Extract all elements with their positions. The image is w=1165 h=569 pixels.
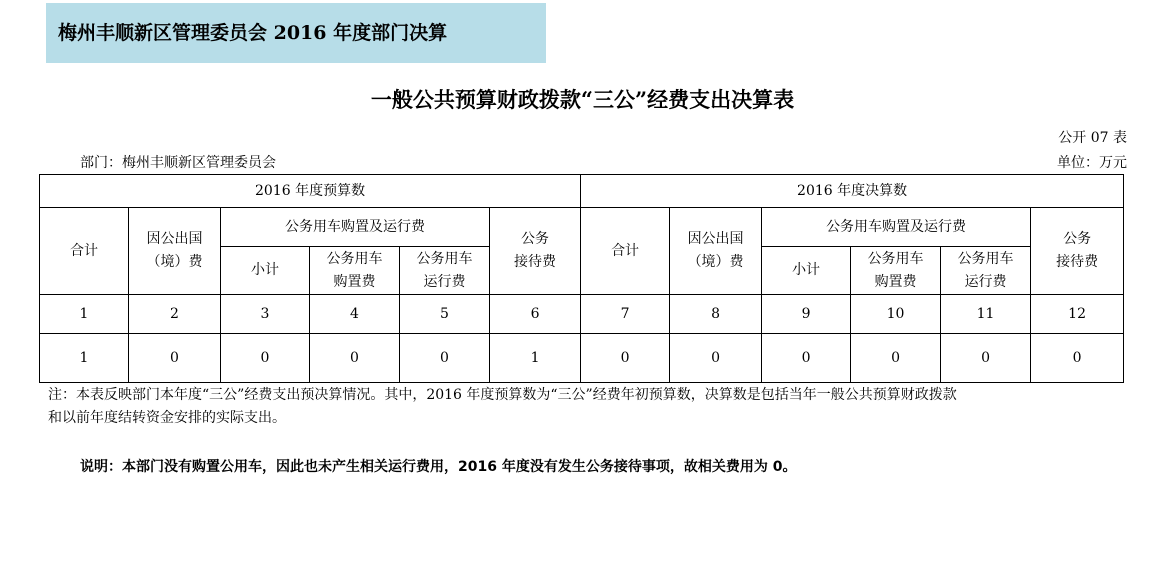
column-number-cell: 9	[762, 295, 851, 334]
budget-purchase-header	[310, 247, 400, 295]
final-total-header: 合计	[581, 208, 670, 295]
header-line: 运行费	[423, 273, 466, 290]
value-cell: 0	[581, 334, 670, 383]
unit-label: 单位：万元	[1057, 155, 1127, 171]
column-number-cell: 12	[1031, 295, 1124, 334]
report-banner: 梅州丰顺新区管理委员会 2016 年度部门决算	[46, 3, 546, 63]
column-number-cell: 6	[490, 295, 581, 334]
value-cell: 0	[129, 334, 221, 383]
page-title: 一般公共预算财政拨款“三公”经费支出决算表	[370, 87, 795, 112]
value-cell: 0	[762, 334, 851, 383]
header-line: 公务用车	[326, 250, 383, 267]
table-note	[48, 384, 1120, 430]
department-label: 部门：梅州丰顺新区管理委员会	[80, 155, 276, 171]
column-number-cell: 8	[670, 295, 762, 334]
value-cell: 0	[941, 334, 1031, 383]
final-vehicle-header: 公务用车购置及运行费	[762, 208, 1031, 247]
header-line: 因公出国	[146, 231, 203, 247]
column-number-cell: 5	[400, 295, 490, 334]
budget-total-header: 合计	[40, 208, 129, 295]
value-cell: 0	[851, 334, 941, 383]
expenditure-table	[39, 174, 1124, 383]
final-group-header: 2016 年度决算数	[581, 175, 1124, 208]
column-number-cell: 11	[941, 295, 1031, 334]
value-cell: 1	[490, 334, 581, 383]
final-purchase-header	[851, 247, 941, 295]
column-number-cell: 10	[851, 295, 941, 334]
budget-vehicle-header: 公务用车购置及运行费	[221, 208, 490, 247]
column-number-cell: 1	[40, 295, 129, 334]
budget-reception-header	[490, 208, 581, 295]
form-number: 公开 07 表	[1058, 130, 1127, 146]
value-cell: 0	[670, 334, 762, 383]
value-cell: 1	[40, 334, 129, 383]
explanation-text: 说明：本部门没有购置公用车，因此也未产生相关运行费用，2016 年度没有发生公务接待事项，故相关费用为 0。	[80, 459, 797, 475]
budget-operation-header	[400, 247, 490, 295]
note-line: 注：本表反映部门本年度“三公”经费支出预决算情况。其中，2016 年度预算数为“三公”经费年初预算数，决算数是包括当年一般公共预算财政拨款	[48, 387, 957, 403]
header-line: 公务	[521, 231, 550, 247]
header-line: （境）费	[146, 254, 203, 270]
header-line: 运行费	[964, 273, 1007, 290]
column-number-row	[40, 295, 1124, 334]
header-line: 公务用车	[416, 250, 473, 267]
final-abroad-header	[670, 208, 762, 295]
budget-abroad-header	[129, 208, 221, 295]
note-line: 和以前年度结转资金安排的实际支出。	[48, 410, 286, 426]
value-cell: 0	[310, 334, 400, 383]
header-line: 购置费	[874, 273, 917, 290]
value-cell: 0	[221, 334, 310, 383]
header-line: 公务用车	[867, 250, 924, 267]
column-number-cell: 3	[221, 295, 310, 334]
header-line: 购置费	[333, 273, 376, 290]
budget-group-header: 2016 年度预算数	[40, 175, 581, 208]
budget-subtotal-header: 小计	[221, 247, 310, 295]
final-subtotal-header: 小计	[762, 247, 851, 295]
final-operation-header	[941, 247, 1031, 295]
header-line: 公务	[1063, 231, 1092, 247]
column-number-cell: 4	[310, 295, 400, 334]
header-line: 接待费	[1056, 254, 1099, 270]
header-line: 接待费	[514, 254, 557, 270]
value-cell: 0	[400, 334, 490, 383]
value-row	[40, 334, 1124, 383]
column-number-cell: 2	[129, 295, 221, 334]
final-reception-header	[1031, 208, 1124, 295]
header-line: （境）费	[687, 254, 744, 270]
value-cell: 0	[1031, 334, 1124, 383]
header-line: 公务用车	[957, 250, 1014, 267]
header-line: 因公出国	[687, 231, 744, 247]
column-number-cell: 7	[581, 295, 670, 334]
